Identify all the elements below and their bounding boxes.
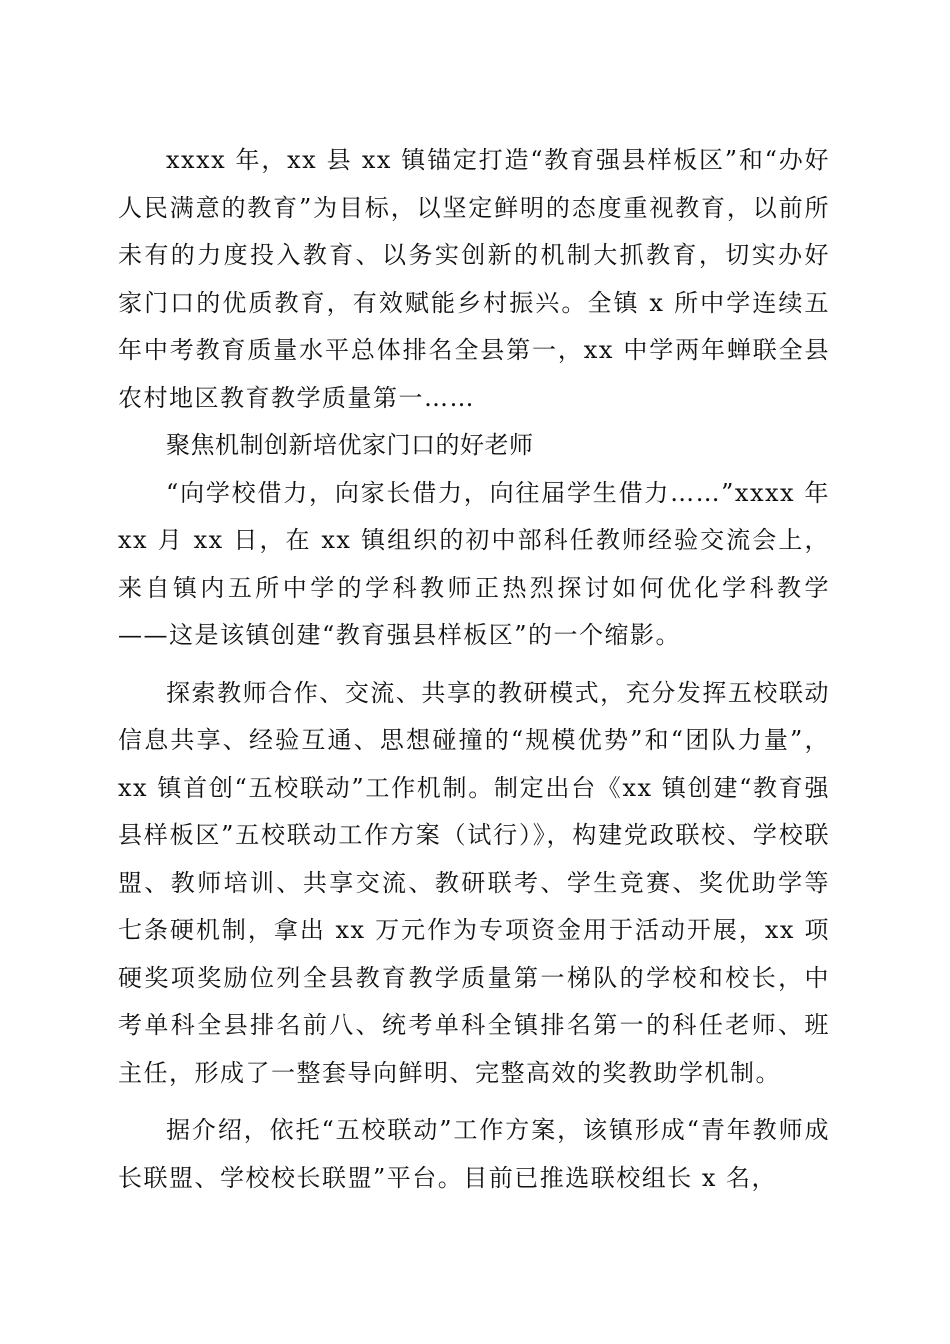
paragraph-intro: xxxx 年，xx 县 xx 镇锚定打造“教育强县样板区”和“办好人民满意的教育”为目标，以坚定鲜明的态度重视教育，以前所未有的力度投入教育、以务实创新的机制大抓教育，切实办好家门口的优质教育，有效赋能乡村振兴。全镇 x 所中学连续五年中考教育质量水平总体排名全县第一，xx 中学两年蝉联全县农村地区教育教学质量第一…… (118, 146, 830, 412)
paragraph-five-school-mechanism: 探索教师合作、交流、共享的教研模式，充分发挥五校联动信息共享、经验互通、思想碰撞的“规模优势”和“团队力量”，xx 镇首创“五校联动”工作机制。制定出台《xx 镇创建“教育强县样板区”五校联动工作方案（试行）》，构建党政联校、学校联盟、教师培训、共享交流、教研联考、学生竞赛、奖优助学等七条硬机制，拿出 xx 万元作为专项资金用于活动开展，xx 项硬奖项奖励位列全县教育教学质量第一梯队的学校和校长，中考单科全县排名前八、统考单科全镇排名第一的科任老师、班主任，形成了一整套导向鲜明、完整高效的奖教助学机制。 (118, 678, 830, 1087)
paragraph-alliance-platform: 据介绍，依托“五校联动”工作方案，该镇形成“青年教师成长联盟、学校校长联盟”平台。目前已推选联校组长 x 名， (118, 1116, 830, 1192)
section-heading: 聚焦机制创新培优家门口的好老师 (166, 431, 534, 459)
paragraph-exchange-meeting: “向学校借力，向家长借力，向往届学生借力……”xxxx 年 xx 月 xx 日，在 xx 镇组织的初中部科任教师经验交流会上，来自镇内五所中学的学科教师正热烈探讨如何优化学科教学——这是该镇创建“教育强县样板区”的一个缩影。 (118, 478, 830, 649)
document-body (118, 137, 830, 1202)
